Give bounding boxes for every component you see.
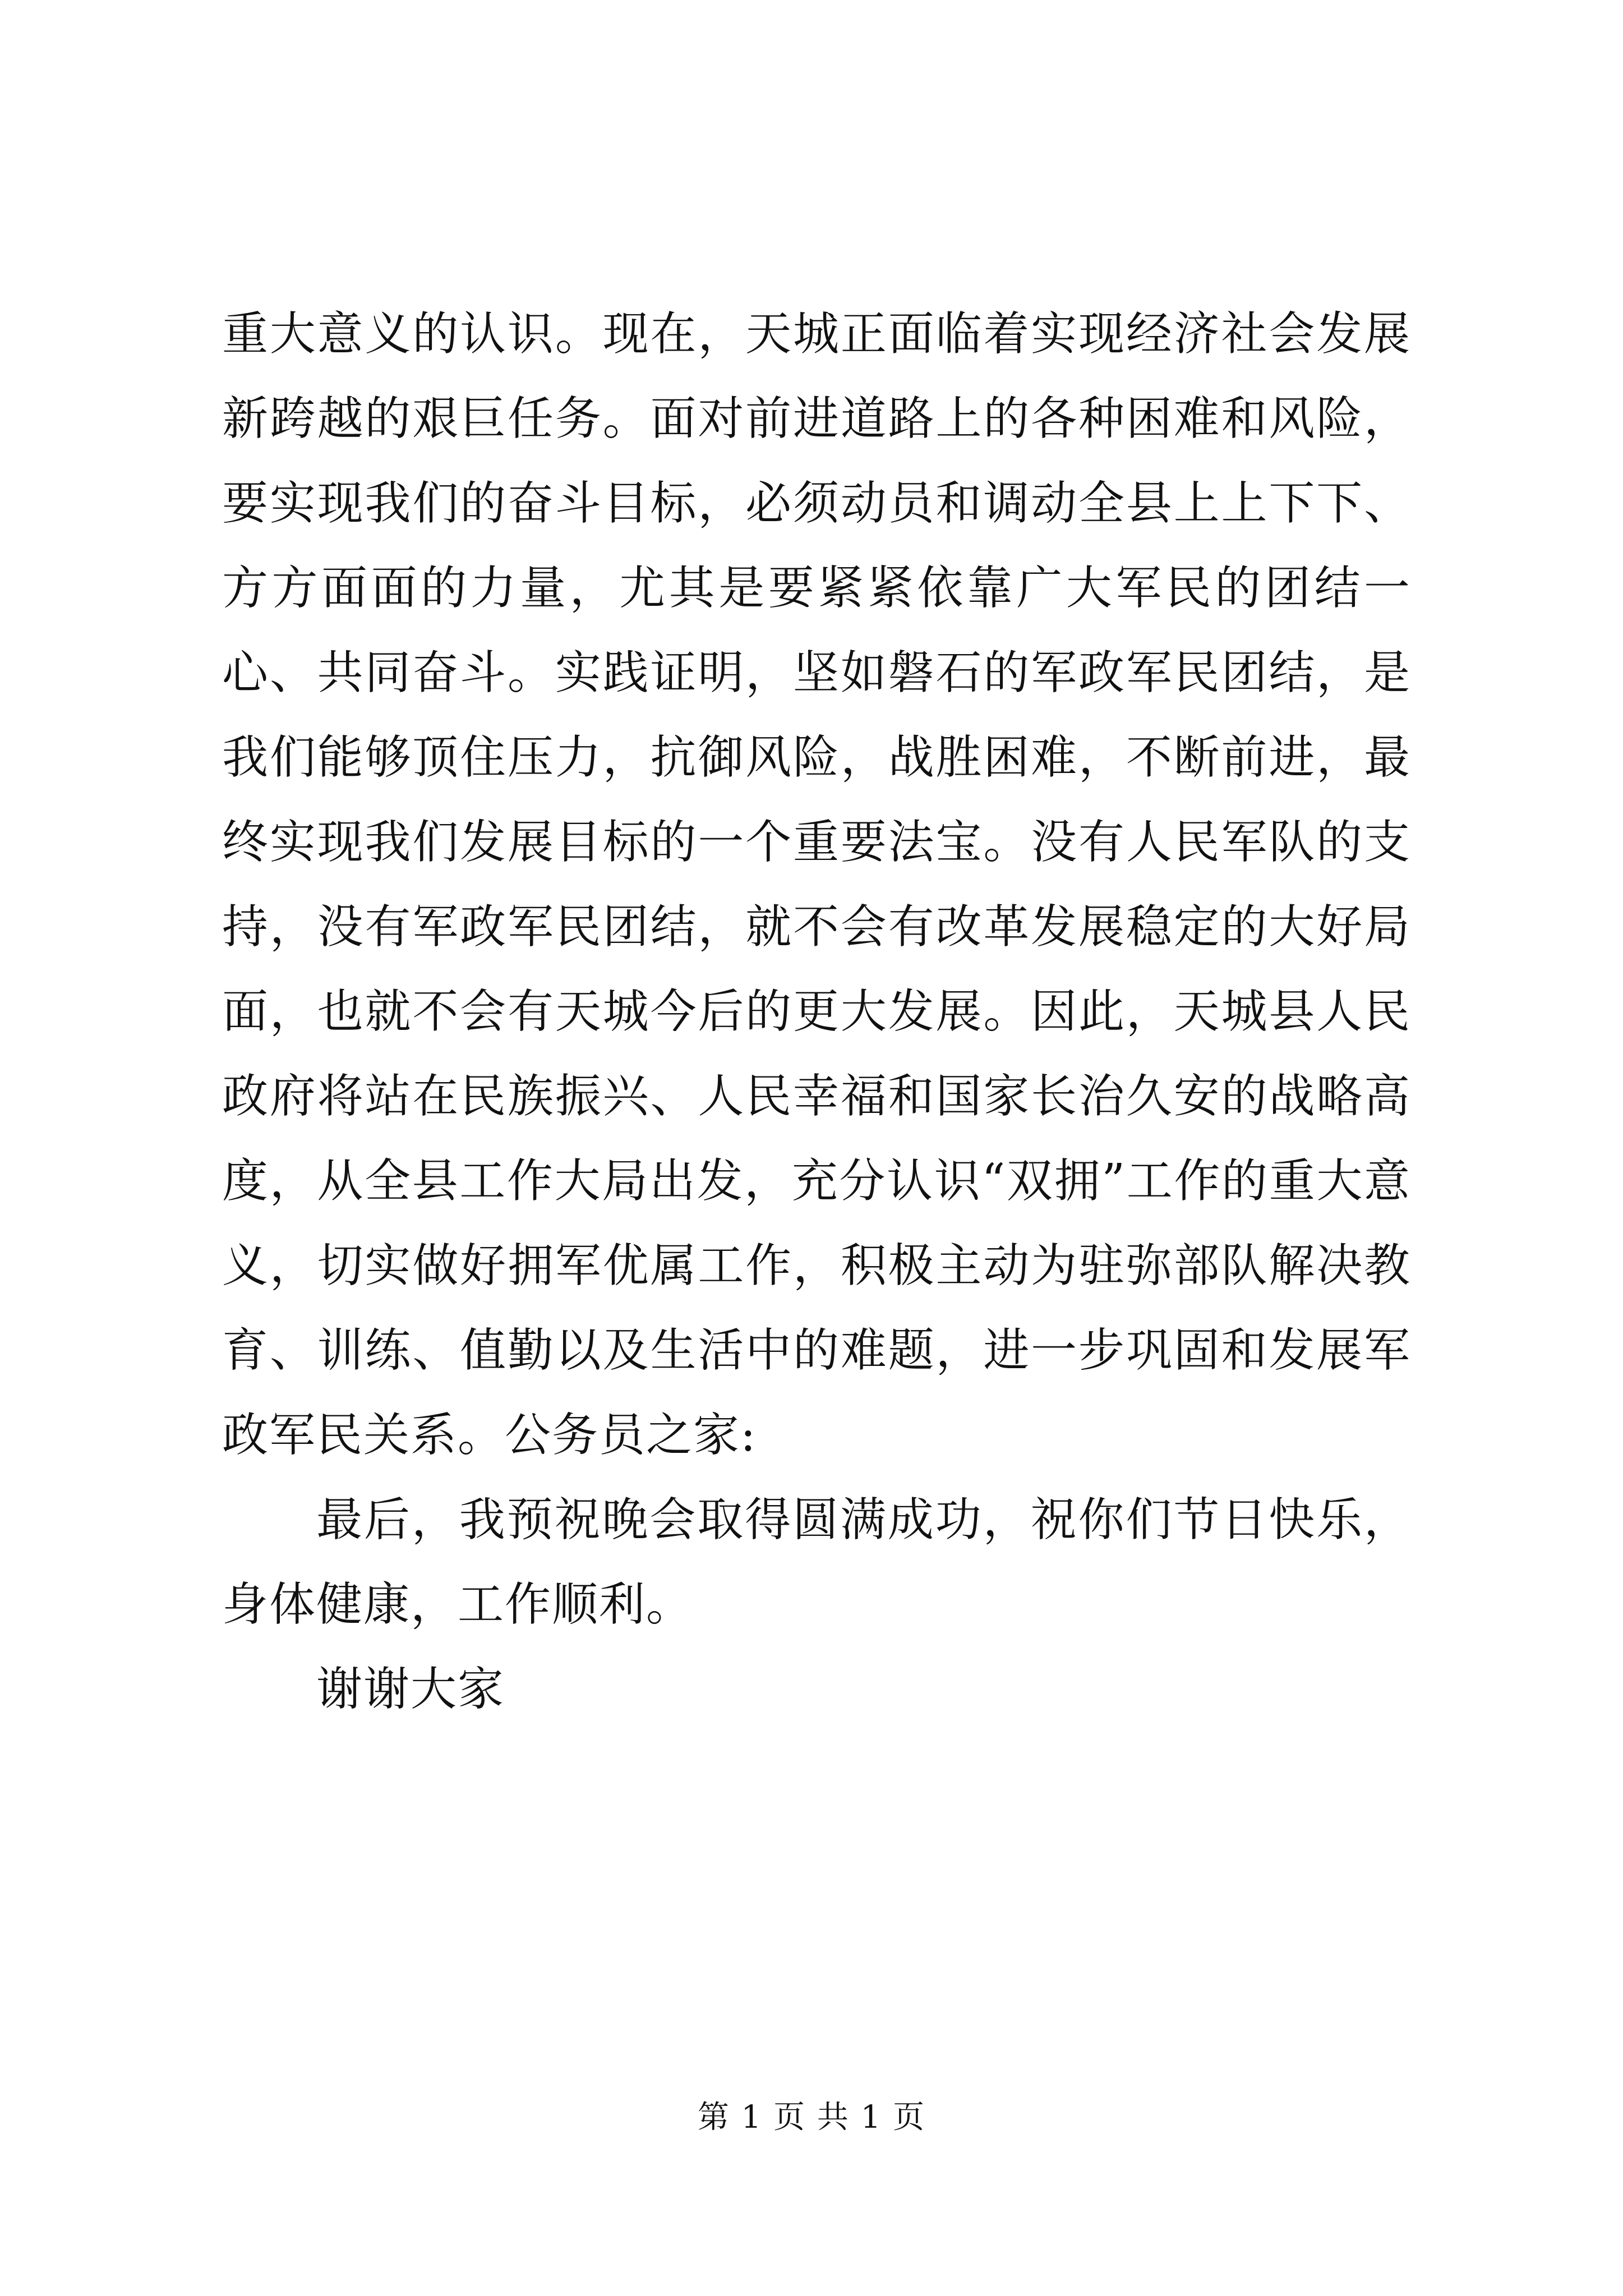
body-paragraph-2: 最后，我预祝晚会取得圆满成功，祝你们节日快乐，身体健康，工作顺利。: [222, 1493, 1411, 1631]
page-number-footer: 第 1 页 共 1 页: [697, 2099, 926, 2136]
closing-line: 谢谢大家: [316, 1663, 505, 1716]
document-body: [222, 292, 1411, 1732]
body-paragraph-1: 重大意义的认识。现在，天城正面临着实现经济社会发展新跨越的艰巨任务。面对前进道路上的各种困难和风险，要实现我们的奋斗目标，必须动员和调动全县上上下下、方方面面的力量，尤其是要紧紧依靠广大军民的团结一心、共同奋斗。实践证明，坚如磐石的军政军民团结，是我们能够顶住压力，抗御风险，战胜困难，不断前进，最终实现我们发展目标的一个重要法宝。没有人民军队的支持，没有军政军民团结，就不会有改革发展稳定的大好局面，也就不会有天城今后的更大发展。因此，天城县人民政府将站在民族振兴、人民幸福和国家长治久安的战略高度，从全县工作大局出发，充分认识“双拥”工作的重大意义，切实做好拥军优属工作，积极主动为驻弥部队解决教育、训练、值勤以及生活中的难题，进一步巩固和发展军政军民关系。公务员之家:: [222, 307, 1411, 1462]
